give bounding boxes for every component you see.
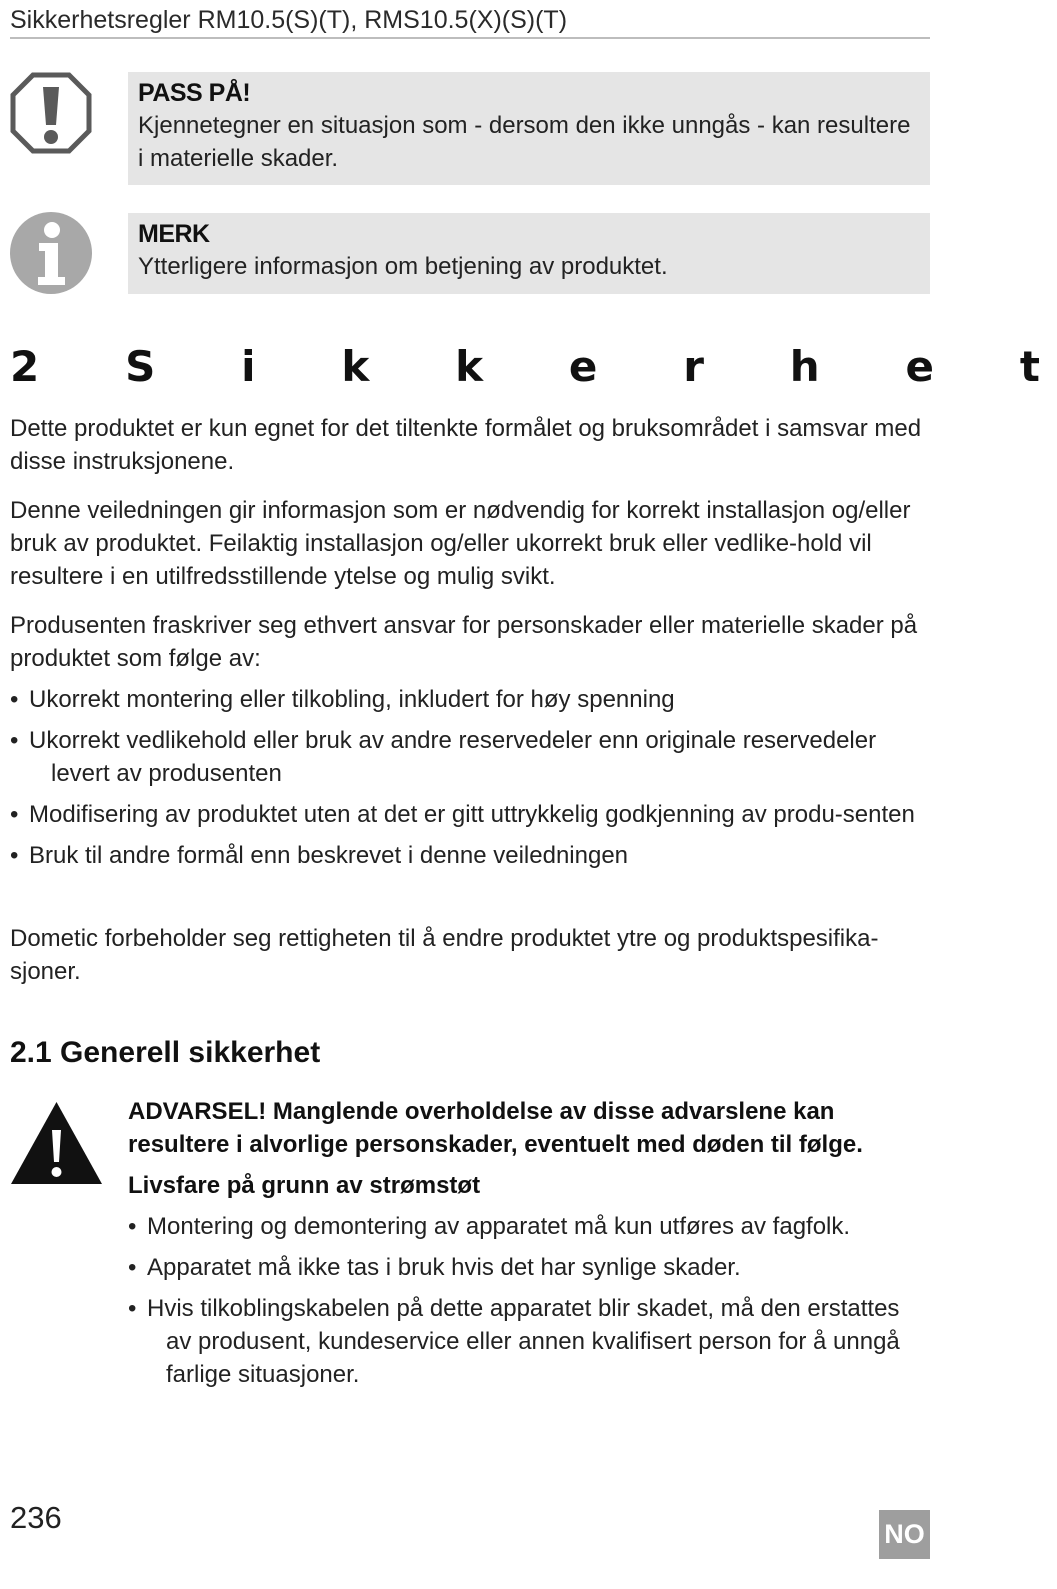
liability-list bbox=[10, 683, 940, 880]
page-number: 236 bbox=[10, 1500, 62, 1535]
notice-text: Kjennetegner en situasjon som - dersom den ikke unngås - kan resultere i materielle skader. bbox=[138, 112, 911, 172]
list-item bbox=[128, 1292, 928, 1391]
language-badge: NO bbox=[879, 1510, 930, 1559]
list-item-text: Hvis tilkoblingskabelen på dette apparatet blir skadet, må den erstattes av produsent, kundeservice eller annen kvalifisert person for å unngå farlige situasjoner. bbox=[147, 1295, 900, 1388]
heading-letter: 2 bbox=[10, 342, 40, 391]
bullet-icon: • bbox=[10, 686, 19, 713]
bullet-icon: • bbox=[10, 727, 19, 754]
paragraph: Dette produktet er kun egnet for det tiltenkte formålet og bruksområdet i samsvar med disse instruksjonene. bbox=[10, 415, 922, 475]
section-heading bbox=[10, 342, 1040, 391]
list-item-text: Modifisering av produktet uten at det er gitt uttrykkelig godkjenning av produ-senten bbox=[29, 801, 915, 828]
hazard-list bbox=[128, 1210, 928, 1391]
heading-letter: e bbox=[568, 342, 598, 391]
bullet-icon: • bbox=[128, 1254, 137, 1281]
heading-letter: h bbox=[789, 342, 820, 391]
paragraph: Denne veiledningen gir informasjon som er nødvendig for korrekt installasjon og/eller bruk av produktet. Feilaktig installasjon og/eller ukorrekt bruk eller vedlike-hold vil resultere i en utilfredsstillende ytelse og mulig svikt. bbox=[10, 497, 911, 590]
notice-text: Ytterligere informasjon om betjening av produktet. bbox=[138, 253, 668, 280]
list-item-text: Ukorrekt montering eller tilkobling, inkludert for høy spenning bbox=[29, 686, 675, 713]
list-item-text: Montering og demontering av apparatet må kun utføres av fagfolk. bbox=[147, 1213, 851, 1240]
warning-block bbox=[128, 1095, 928, 1399]
heading-letter: i bbox=[241, 342, 256, 391]
heading-letter: r bbox=[683, 342, 704, 391]
heading-letter: k bbox=[341, 342, 370, 391]
list-item bbox=[128, 1210, 928, 1243]
bullet-icon: • bbox=[10, 801, 19, 828]
running-header: Sikkerhetsregler RM10.5(S)(T), RMS10.5(X)(S)(T) bbox=[10, 6, 568, 34]
instructions-paragraph bbox=[10, 494, 940, 593]
bullet-icon: • bbox=[10, 842, 19, 869]
closing-paragraph bbox=[10, 922, 940, 988]
heading-letter: e bbox=[905, 342, 935, 391]
header-rule bbox=[10, 37, 930, 39]
list-item bbox=[128, 1251, 928, 1284]
heading-letter: t bbox=[1019, 342, 1040, 391]
list-item bbox=[10, 683, 940, 716]
paragraph: Dometic forbeholder seg rettigheten til å endre produktet ytre og produktspesifika-sjoner. bbox=[10, 925, 879, 985]
paragraph: Produsenten fraskriver seg ethvert ansvar for personskader eller materielle skader på produktet som følge av: bbox=[10, 612, 918, 672]
heading-letter: S bbox=[125, 342, 156, 391]
list-item bbox=[10, 839, 940, 872]
list-item-text: Bruk til andre formål enn beskrevet i denne veiledningen bbox=[29, 842, 629, 869]
notice-title: MERK bbox=[138, 220, 210, 248]
notice-note bbox=[128, 213, 930, 294]
notice-title: PASS PÅ! bbox=[138, 79, 251, 107]
intro-paragraph bbox=[10, 412, 940, 478]
bullet-icon: • bbox=[128, 1213, 137, 1240]
hazard-title: Livsfare på grunn av strømstøt bbox=[128, 1172, 481, 1199]
warning-title: ADVARSEL! Manglende overholdelse av disse advarslene kan resultere i alvorlige personskader, eventuelt med døden til følge. bbox=[128, 1098, 863, 1158]
list-item bbox=[10, 798, 940, 831]
subsection-heading: 2.1 Generell sikkerhet bbox=[10, 1036, 321, 1069]
list-item bbox=[10, 724, 940, 790]
liability-paragraph bbox=[10, 609, 940, 675]
list-item-text: Ukorrekt vedlikehold eller bruk av andre reservedeler enn originale reservedeler levert av produsenten bbox=[29, 727, 877, 787]
heading-letter: k bbox=[455, 342, 484, 391]
info-icon bbox=[9, 211, 93, 295]
notice-caution bbox=[128, 72, 930, 185]
exclamation-octagon-icon bbox=[9, 71, 93, 155]
list-item-text: Apparatet må ikke tas i bruk hvis det har synlige skader. bbox=[147, 1254, 741, 1281]
bullet-icon: • bbox=[128, 1295, 137, 1322]
warning-triangle-icon bbox=[9, 1100, 104, 1186]
